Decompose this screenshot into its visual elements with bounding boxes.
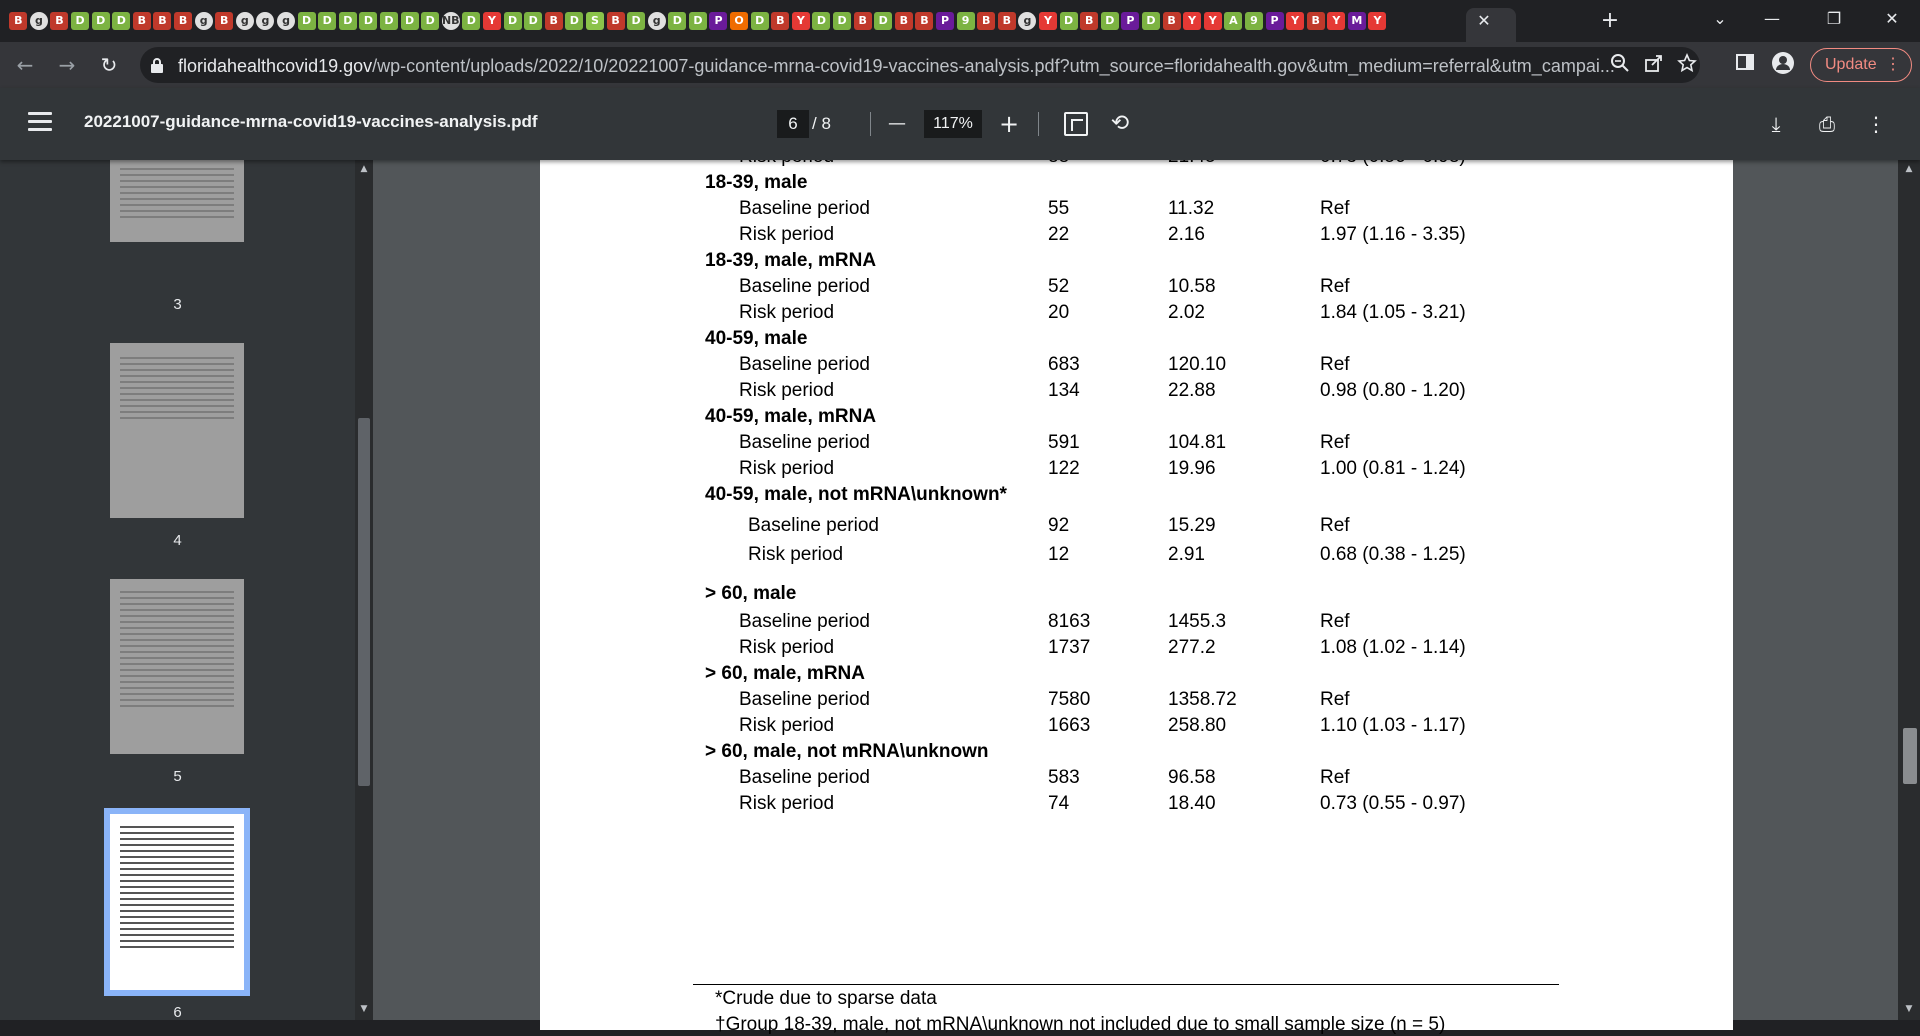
tab-favicon-icon[interactable]	[1079, 9, 1100, 33]
cell-irr: 1.00 (0.81 - 1.24)	[1320, 458, 1466, 479]
favicon-glyph: D	[318, 12, 336, 30]
cell-label: Baseline period	[748, 515, 879, 536]
cell-rate: 277.2	[1168, 637, 1216, 658]
cell-n: 1663	[1048, 715, 1091, 736]
tab-favicon-icon[interactable]	[873, 9, 894, 33]
cell-rate: 15.29	[1168, 515, 1216, 536]
favicon-glyph: B	[174, 12, 192, 30]
page-thumbnail-4[interactable]	[110, 343, 244, 518]
tab-favicon-icon[interactable]	[70, 9, 91, 33]
cell-label: Risk period	[739, 793, 835, 814]
favicon-glyph: D	[421, 12, 439, 30]
tab-favicon-icon[interactable]	[894, 9, 915, 33]
toolbar-divider	[1038, 112, 1039, 136]
favicon-glyph: B	[854, 12, 872, 30]
tab-favicon-icon[interactable]	[914, 9, 935, 33]
tab-favicon-icon[interactable]	[111, 9, 132, 33]
tab-favicon-icon[interactable]	[749, 9, 770, 33]
tab-favicon-icon[interactable]	[440, 9, 461, 33]
tab-favicon-icon[interactable]	[585, 9, 606, 33]
cell-rate: 10.58	[1168, 276, 1216, 297]
update-button[interactable]	[1810, 48, 1912, 82]
tab-favicon-icon[interactable]	[1244, 9, 1265, 33]
favicon-glyph: B	[1163, 12, 1181, 30]
favicon-glyph: B	[1307, 12, 1325, 30]
table-group-heading	[705, 250, 876, 276]
reload-button[interactable]: ↻	[100, 53, 118, 77]
favicon-glyph: g	[256, 12, 274, 30]
cell-irr: 1.10 (1.03 - 1.17)	[1320, 715, 1466, 736]
cell-label: Baseline period	[739, 767, 870, 788]
scroll-down-arrow[interactable]: ▼	[360, 1004, 368, 1014]
page-thumbnail-3[interactable]	[110, 150, 244, 242]
bookmark-star-icon[interactable]	[1674, 53, 1700, 79]
cell-irr: Ref	[1320, 515, 1350, 536]
cell-n: 683	[1048, 354, 1080, 375]
page-thumbnail-6[interactable]	[110, 814, 244, 990]
favicon-glyph: P	[1121, 12, 1139, 30]
zoom-level-input[interactable]: 117%	[924, 110, 982, 138]
profile-avatar-icon[interactable]	[1770, 52, 1796, 78]
tab-favicon-icon[interactable]	[296, 9, 317, 33]
tab-favicon-icon[interactable]	[646, 9, 667, 33]
tab-favicon-icon[interactable]	[976, 9, 997, 33]
tab-favicon-icon[interactable]	[1202, 9, 1223, 33]
footnote-crude: *Crude due to sparse data	[715, 988, 937, 1009]
favicon-glyph: 9	[957, 12, 975, 30]
favicon-glyph: B	[977, 12, 995, 30]
favicon-glyph: P	[1266, 12, 1284, 30]
tab-favicon-icon[interactable]	[173, 9, 194, 33]
tab-favicon-icon[interactable]	[482, 9, 503, 33]
favicon-glyph: B	[153, 12, 171, 30]
minimize-button[interactable]: —	[1764, 9, 1780, 28]
cell-irr: Ref	[1320, 276, 1350, 297]
favicon-glyph: Y	[1204, 12, 1222, 30]
tab-favicon-icon[interactable]	[1264, 9, 1285, 33]
cell-n: 1737	[1048, 637, 1091, 658]
tab-favicon-icon[interactable]	[667, 9, 688, 33]
tab-favicon-icon[interactable]	[811, 9, 832, 33]
favicon-glyph: D	[298, 12, 316, 30]
tab-favicon-icon[interactable]	[317, 9, 338, 33]
favicon-glyph: D	[833, 12, 851, 30]
favicon-glyph: g	[236, 12, 254, 30]
favicon-glyph: B	[50, 12, 68, 30]
favicon-glyph: B	[133, 12, 151, 30]
tab-favicon-icon[interactable]	[132, 9, 153, 33]
menu-icon[interactable]	[28, 112, 52, 132]
tab-favicon-icon[interactable]	[399, 9, 420, 33]
cell-irr: Ref	[1320, 689, 1350, 710]
fit-to-page-icon[interactable]	[1064, 112, 1088, 136]
sidebar-scrollbar[interactable]	[355, 160, 373, 1020]
cell-irr: Ref	[1320, 354, 1350, 375]
tab-favicon-icon[interactable]	[90, 9, 111, 33]
tab-favicon-icon[interactable]	[543, 9, 564, 33]
favicon-glyph: D	[812, 12, 830, 30]
cell-n: 134	[1048, 380, 1080, 401]
favicon-glyph: NB	[442, 12, 460, 30]
favicon-glyph: D	[504, 12, 522, 30]
cell-rate: 2.91	[1168, 544, 1205, 565]
tab-favicon-icon[interactable]	[935, 9, 956, 33]
cell-n: 122	[1048, 458, 1080, 479]
cell-label: Risk period	[739, 715, 835, 736]
cell-n: 7580	[1048, 689, 1091, 710]
print-icon[interactable]: ⎙	[1819, 112, 1835, 136]
cell-rate: 2.02	[1168, 302, 1205, 323]
cell-irr: Ref	[1320, 767, 1350, 788]
tab-favicon-icon[interactable]	[955, 9, 976, 33]
tab-favicon-icon[interactable]	[708, 9, 729, 33]
tab-favicon-icon[interactable]	[420, 9, 441, 33]
zoom-out-button[interactable]: —	[888, 113, 906, 134]
cell-rate: 2.16	[1168, 224, 1205, 245]
tab-favicon-icon[interactable]	[564, 9, 585, 33]
favicon-glyph: B	[545, 12, 563, 30]
tab-favicon-icon[interactable]	[729, 9, 750, 33]
page-total: / 8	[812, 114, 831, 133]
cell-rate: 19.96	[1168, 458, 1216, 479]
thumbnail-page-number: 5	[173, 768, 182, 785]
favicon-glyph: Y	[1183, 12, 1201, 30]
close-window-button[interactable]: ✕	[1885, 9, 1899, 28]
cell-rate: 96.58	[1168, 767, 1216, 788]
cell-n: 22	[1048, 224, 1070, 245]
update-label: Update	[1825, 56, 1877, 73]
cell-irr: 0.98 (0.80 - 1.20)	[1320, 380, 1466, 401]
favicon-glyph: D	[380, 12, 398, 30]
address-bar[interactable]	[140, 47, 1700, 83]
tab-favicon-icon[interactable]	[852, 9, 873, 33]
cell-label: Baseline period	[739, 432, 870, 453]
tab-favicon-icon[interactable]	[1120, 9, 1141, 33]
cell-rate: 11.32	[1168, 198, 1215, 219]
tab-favicon-icon[interactable]	[523, 9, 544, 33]
cell-label: Baseline period	[739, 354, 870, 375]
favicon-glyph: g	[195, 12, 213, 30]
favicon-glyph: Y	[1327, 12, 1345, 30]
cell-rate: 258.80	[1168, 715, 1227, 736]
tab-favicon-icon[interactable]	[791, 9, 812, 33]
favicon-glyph: g	[1018, 12, 1036, 30]
viewer-scroll-thumb[interactable]	[1903, 728, 1917, 784]
cell-irr: 1.08 (1.02 - 1.14)	[1320, 637, 1466, 658]
cell-label: Baseline period	[739, 198, 870, 219]
favicon-glyph: D	[112, 12, 130, 30]
cell-label: Baseline period	[739, 276, 870, 297]
viewer-scrollbar[interactable]	[1898, 160, 1920, 1020]
favicon-glyph: B	[9, 12, 27, 30]
favicon-glyph: D	[874, 12, 892, 30]
favicon-glyph: B	[998, 12, 1016, 30]
favicon-glyph: S	[586, 12, 604, 30]
tab-favicon-icon[interactable]	[770, 9, 791, 33]
tab-favicon-icon[interactable]	[1223, 9, 1244, 33]
favicon-glyph: D	[565, 12, 583, 30]
cell-label: Risk period	[748, 544, 844, 565]
favicon-glyph: Y	[483, 12, 501, 30]
cell-n: 74	[1048, 793, 1070, 814]
tab-favicon-icon[interactable]	[1285, 9, 1306, 33]
tab-favicon-icon[interactable]	[1305, 9, 1326, 33]
tab-favicon-icon[interactable]	[255, 9, 276, 33]
favicon-glyph: Y	[1039, 12, 1057, 30]
tab-favicon-icon[interactable]	[1347, 9, 1368, 33]
favicon-glyph: D	[751, 12, 769, 30]
cell-rate: 1455.3	[1168, 611, 1227, 632]
favicon-glyph: D	[1142, 12, 1160, 30]
restore-button[interactable]: ❐	[1826, 9, 1842, 28]
new-tab-button[interactable]: +	[1600, 8, 1620, 33]
table-group-heading	[705, 328, 807, 354]
update-menu-icon: ⋮	[1885, 56, 1901, 73]
back-button[interactable]: ←	[16, 53, 34, 77]
table-group-heading	[705, 484, 1007, 510]
tab-favicon-icon[interactable]	[1182, 9, 1203, 33]
url-path: /wp-content/uploads/2022/10/20221007-guidance-mrna-covid19-vaccines-analysis.pdf?utm_source=floridahealth.gov&utm_medium=referral&utm_campai...	[372, 56, 1615, 76]
tab-favicon-icon[interactable]	[358, 9, 379, 33]
tab-favicon-icon[interactable]	[1099, 9, 1120, 33]
tab-favicon-icon[interactable]	[193, 9, 214, 33]
favicon-glyph: D	[462, 12, 480, 30]
group-label: 18-39, male	[705, 172, 808, 193]
tab-favicon-icon[interactable]	[29, 9, 50, 33]
tab-favicon-icon[interactable]	[152, 9, 173, 33]
favicon-glyph: D	[524, 12, 542, 30]
tab-favicon-icon[interactable]	[49, 9, 70, 33]
cell-n: 52	[1048, 276, 1070, 297]
cell-label: Baseline period	[739, 611, 870, 632]
tab-strip	[0, 0, 1920, 42]
favicon-glyph: D	[339, 12, 357, 30]
cell-n: 92	[1048, 515, 1070, 536]
favicon-glyph: A	[1224, 12, 1242, 30]
tab-favicon-icon[interactable]	[688, 9, 709, 33]
favicon-glyph: B	[895, 12, 913, 30]
cell-irr: Ref	[1320, 611, 1350, 632]
tab-favicon-icon[interactable]	[502, 9, 523, 33]
tab-favicon-icon[interactable]	[338, 9, 359, 33]
favicon-glyph: g	[30, 12, 48, 30]
cell-n: 591	[1048, 432, 1080, 453]
table-group-heading	[705, 406, 876, 432]
tab-favicon-icon[interactable]	[379, 9, 400, 33]
tab-search-icon[interactable]: ⌄	[1713, 9, 1727, 28]
scroll-up-arrow[interactable]: ▲	[1905, 164, 1913, 174]
footnote-excluded-group: †Group 18-39, male, not mRNA\unknown not included due to small sample size (n = 5)	[715, 1014, 1446, 1035]
favicon-glyph: B	[771, 12, 789, 30]
pdf-viewer	[373, 160, 1898, 1035]
side-panel-icon[interactable]	[1732, 52, 1758, 78]
favicon-glyph: P	[936, 12, 954, 30]
group-label: > 60, male	[705, 583, 797, 604]
favicon-glyph: D	[359, 12, 377, 30]
thumbnail-page-number: 4	[173, 532, 182, 549]
cell-n: 20	[1048, 302, 1070, 323]
cell-n: 583	[1048, 767, 1080, 788]
favicon-glyph: g	[648, 12, 666, 30]
cell-irr: Ref	[1320, 198, 1350, 219]
group-label: 40-59, male	[705, 328, 808, 349]
favicon-glyph: O	[730, 12, 748, 30]
group-label: 18-39, male, mRNA	[705, 250, 877, 271]
tab-favicon-list	[8, 9, 1388, 33]
tab-favicon-icon[interactable]	[1038, 9, 1059, 33]
favicon-glyph: P	[709, 12, 727, 30]
tab-favicon-icon[interactable]	[1367, 9, 1388, 33]
group-label: 40-59, male, mRNA	[705, 406, 877, 427]
cell-irr: 0.68 (0.38 - 1.25)	[1320, 544, 1466, 565]
cell-n: 8163	[1048, 611, 1091, 632]
cell-n: 12	[1048, 544, 1070, 565]
cell-irr: 1.97 (1.16 - 3.35)	[1320, 224, 1466, 245]
favicon-glyph: B	[1080, 12, 1098, 30]
pdf-page	[540, 150, 1733, 1035]
url-text[interactable]	[178, 56, 1615, 77]
tab-favicon-icon[interactable]	[1058, 9, 1079, 33]
browser-toolbar	[0, 42, 1920, 88]
table-group-heading	[705, 663, 865, 689]
favicon-glyph: D	[92, 12, 110, 30]
forward-button[interactable]: →	[58, 53, 76, 77]
tab-favicon-icon[interactable]	[605, 9, 626, 33]
zoom-in-button[interactable]: +	[998, 110, 1020, 138]
favicon-glyph: Y	[792, 12, 810, 30]
favicon-glyph: Y	[1368, 12, 1386, 30]
favicon-glyph: M	[1348, 12, 1366, 30]
group-label: > 60, male, mRNA	[705, 663, 865, 684]
thumbnail-page-number: 3	[173, 296, 182, 313]
favicon-glyph: D	[71, 12, 89, 30]
download-icon[interactable]: ⤓	[1771, 112, 1781, 136]
pdf-toolbar	[0, 88, 1920, 160]
cell-n: 55	[1048, 198, 1070, 219]
page-thumbnail-5[interactable]	[110, 579, 244, 754]
sidebar-scroll-thumb[interactable]	[358, 418, 370, 786]
zoom-icon[interactable]	[1607, 53, 1633, 79]
toolbar-divider	[870, 112, 871, 136]
thumbnail-sidebar	[0, 160, 355, 1020]
tab-favicon-icon[interactable]	[235, 9, 256, 33]
cell-label: Risk period	[739, 224, 835, 245]
group-label: > 60, male, not mRNA\unknown	[705, 741, 989, 762]
favicon-glyph: D	[1101, 12, 1119, 30]
pdf-title: 20221007-guidance-mrna-covid19-vaccines-analysis.pdf	[84, 112, 538, 131]
favicon-glyph: 9	[1245, 12, 1263, 30]
tab-favicon-icon[interactable]	[8, 9, 29, 33]
rotate-icon[interactable]: ⟲	[1110, 111, 1130, 136]
favicon-glyph: D	[689, 12, 707, 30]
favicon-glyph: B	[607, 12, 625, 30]
tab-favicon-icon[interactable]	[276, 9, 297, 33]
table-group-heading	[705, 172, 807, 198]
cell-rate: 104.81	[1168, 432, 1227, 453]
tab-favicon-icon[interactable]	[1161, 9, 1182, 33]
tab-favicon-icon[interactable]	[997, 9, 1018, 33]
cell-label: Risk period	[739, 302, 835, 323]
cell-label: Risk period	[739, 380, 835, 401]
favicon-glyph: Y	[1286, 12, 1304, 30]
table-group-heading	[705, 741, 988, 767]
cell-irr: 1.84 (1.05 - 3.21)	[1320, 302, 1466, 323]
tab-close-icon[interactable]: ✕	[1477, 11, 1491, 30]
url-host: floridahealthcovid19.gov	[178, 56, 373, 76]
cell-rate: 22.88	[1168, 380, 1216, 401]
favicon-glyph: D	[627, 12, 645, 30]
favicon-glyph: D	[401, 12, 419, 30]
cell-irr: 0.73 (0.55 - 0.97)	[1320, 793, 1466, 814]
favicon-glyph: D	[1060, 12, 1078, 30]
tab-favicon-icon[interactable]	[1326, 9, 1347, 33]
table-group-heading	[705, 583, 796, 609]
tab-favicon-icon[interactable]	[461, 9, 482, 33]
lock-icon[interactable]	[150, 57, 164, 73]
tab-favicon-icon[interactable]	[1017, 9, 1038, 33]
favicon-glyph: D	[668, 12, 686, 30]
cell-label: Baseline period	[739, 689, 870, 710]
tab-favicon-icon[interactable]	[214, 9, 235, 33]
tab-favicon-icon[interactable]	[1141, 9, 1162, 33]
cell-rate: 18.40	[1168, 793, 1216, 814]
scroll-down-arrow[interactable]: ▼	[1905, 1004, 1913, 1014]
thumbnail-page-number: 6	[173, 1004, 182, 1021]
cell-rate: 1358.72	[1168, 689, 1237, 710]
cell-rate: 120.10	[1168, 354, 1227, 375]
tab-favicon-icon[interactable]	[626, 9, 647, 33]
scroll-up-arrow[interactable]: ▲	[360, 164, 368, 174]
group-label: 40-59, male, not mRNA\unknown*	[705, 484, 1007, 505]
more-actions-icon[interactable]: ⋮	[1866, 112, 1886, 136]
favicon-glyph: g	[277, 12, 295, 30]
page-number-input[interactable]: 6	[777, 110, 809, 138]
tab-favicon-icon[interactable]	[832, 9, 853, 33]
favicon-glyph: B	[215, 12, 233, 30]
cell-label: Risk period	[739, 637, 835, 658]
cell-irr: Ref	[1320, 432, 1350, 453]
share-icon[interactable]	[1641, 53, 1667, 79]
cell-label: Risk period	[739, 458, 835, 479]
favicon-glyph: B	[915, 12, 933, 30]
table-bottom-rule	[693, 984, 1559, 985]
